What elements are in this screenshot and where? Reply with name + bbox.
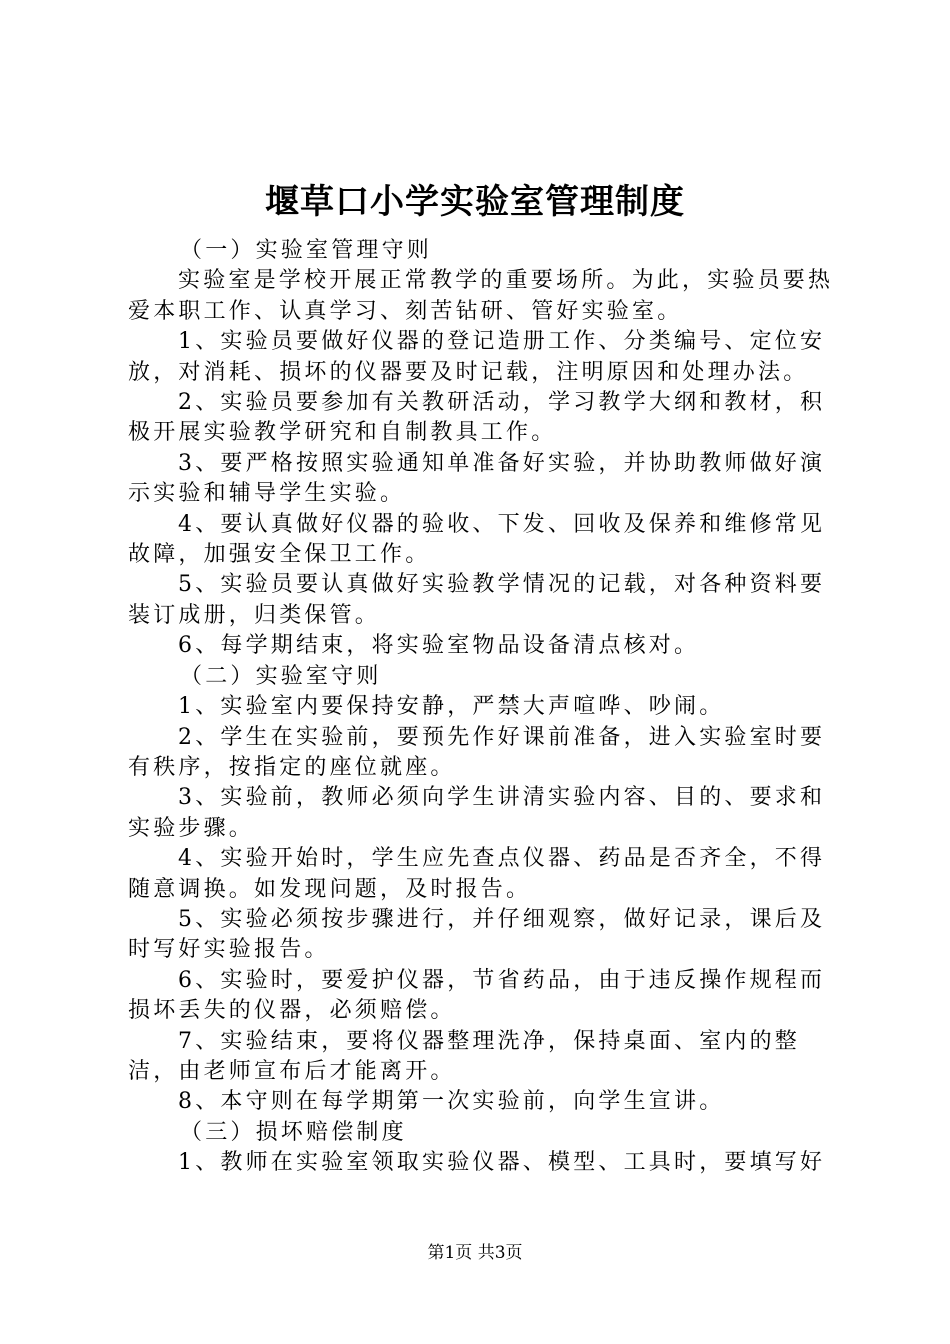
section-heading: （二）实验室守则	[180, 663, 382, 689]
paragraph: 6、每学期结束，将实验室物品设备清点核对。	[178, 633, 700, 659]
paragraph: 1、实验室内要保持安静，严禁大声喧哗、吵闹。	[178, 694, 725, 720]
page-footer: 第1页 共3页	[427, 1243, 523, 1263]
paragraph: 4、实验开始时，学生应先查点仪器、药品是否齐全，不得随意调换。如发现问题，及时报告。	[128, 846, 826, 902]
paragraph: 2、实验员要参加有关教研活动，学习教学大纲和教材，积极开展实验教学研究和自制教具工作。	[128, 390, 826, 446]
paragraph: 3、要严格按照实验通知单准备好实验，并协助教师做好演示实验和辅导学生实验。	[128, 450, 826, 507]
paragraph: 4、要认真做好仪器的验收、下发、回收及保养和维修常见故障，加强安全保卫工作。	[128, 511, 826, 568]
paragraph: 1、教师在实验室领取实验仪器、模型、工具时，要填写好	[178, 1150, 826, 1176]
paragraph: 3、实验前，教师必须向学生讲清实验内容、目的、要求和实验步骤。	[128, 785, 826, 841]
paragraph: 7、实验结束，要将仪器整理洗净，保持桌面、室内的整洁，由老师宣布后才能离开。	[128, 1028, 800, 1084]
document-title: 堰草口小学实验室管理制度	[265, 182, 685, 222]
paragraph: 5、实验必须按步骤进行，并仔细观察，做好记录，课后及时写好实验报告。	[128, 906, 826, 963]
paragraph: 8、本守则在每学期第一次实验前，向学生宣讲。	[178, 1089, 725, 1115]
paragraph: 实验室是学校开展正常教学的重要场所。为此，实验员要热爱本职工作、认真学习、刻苦钻研、管好实验室。	[128, 268, 834, 324]
paragraph: 1、实验员要做好仪器的登记造册工作、分类编号、定位安放，对消耗、损坏的仪器要及时记载，注明原因和处理办法。	[128, 329, 826, 385]
paragraph: 2、学生在实验前，要预先作好课前准备，进入实验室时要有秩序，按指定的座位就座。	[128, 724, 826, 780]
section-heading: （一）实验室管理守则	[180, 238, 433, 263]
section-heading: （三）损坏赔偿制度	[180, 1119, 407, 1145]
document-body	[128, 236, 838, 1179]
paragraph: 6、实验时，要爱护仪器，节省药品，由于违反操作规程而损坏丢失的仪器，必须赔偿。	[128, 967, 826, 1024]
paragraph: 5、实验员要认真做好实验教学情况的记载，对各种资料要装订成册，归类保管。	[128, 572, 826, 628]
